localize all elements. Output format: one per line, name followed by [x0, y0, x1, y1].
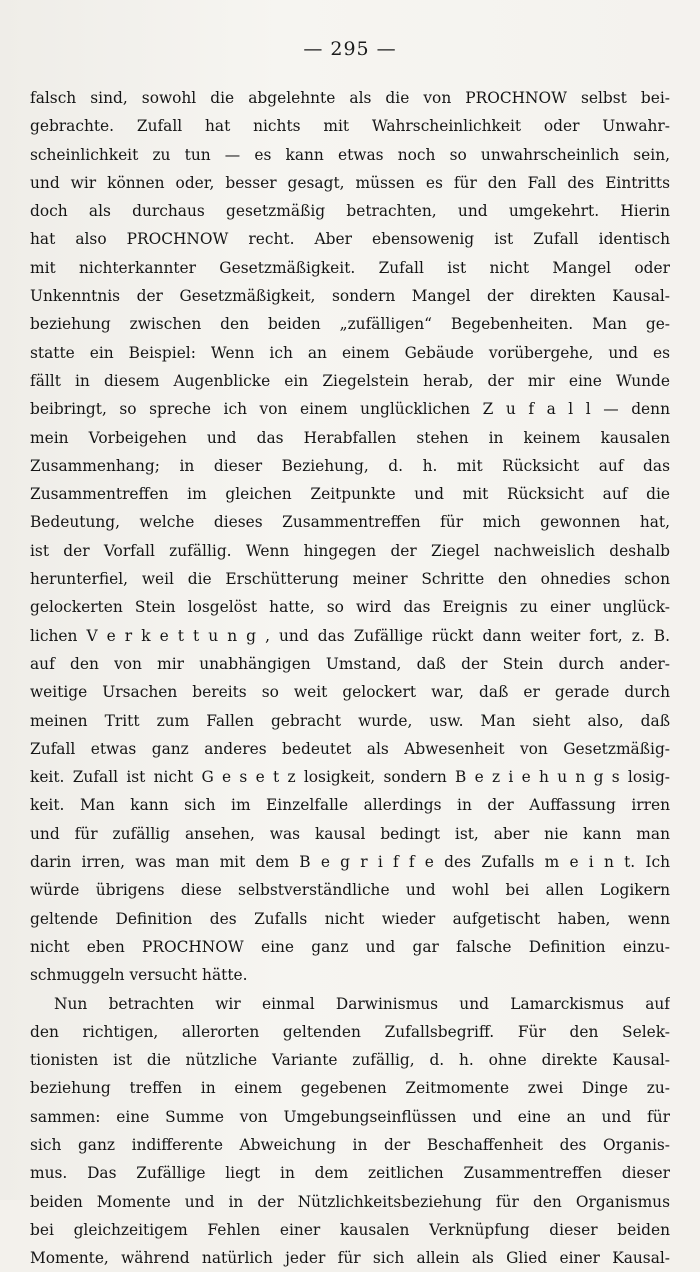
text-line: Zusammenhang; in dieser Beziehung, d. h. mit Rücksicht auf das — [30, 456, 670, 475]
text-line: fällt in diesem Augenblicke ein Ziegelstein herab, der mir eine Wunde — [30, 371, 670, 390]
text-line: darin irren, was man mit dem B e g r i f f e des Zufalls m e i n t. Ich — [30, 853, 670, 872]
text-line: beziehung treffen in einem gegebenen Zeitmomente zwei Dinge zu- — [30, 1079, 670, 1098]
text-line-paragraph-start: Nun betrachten wir einmal Darwinismus und Lamarckismus auf — [54, 994, 670, 1013]
text-line: Momente, während natürlich jeder für sich allein als Glied einer Kausal- — [30, 1249, 670, 1268]
text-line: keit. Man kann sich im Einzelfalle allerdings in der Auffassung irren — [30, 796, 670, 815]
text-line: sammen: eine Summe von Umgebungseinflüssen und eine an und für — [30, 1107, 670, 1126]
text-line: keit. Zufall ist nicht G e s e t z losigkeit, sondern B e z i e h u n g s losig- — [30, 768, 670, 787]
text-line: lichen V e r k e t t u n g , und das Zufällige rückt dann weiter fort, z. B. — [30, 626, 670, 645]
text-line: ist der Vorfall zufällig. Wenn hingegen der Ziegel nachweislich deshalb — [30, 541, 670, 560]
text-line: auf den von mir unabhängigen Umstand, daß der Stein durch ander- — [30, 654, 670, 673]
text-line-paragraph-end: schmuggeln versucht hätte. — [30, 966, 248, 985]
text-line: und wir können oder, besser gesagt, müssen es für den Fall des Eintritts — [30, 173, 670, 192]
text-line: meinen Tritt zum Fallen gebracht wurde, usw. Man sieht also, daß — [30, 711, 670, 730]
text-line: sich ganz indifferente Abweichung in der Beschaffenheit des Organis- — [30, 1135, 670, 1154]
text-line: bei gleichzeitigem Fehlen einer kausalen Verknüpfung dieser beiden — [30, 1220, 670, 1239]
text-line: nicht eben PROCHNOW eine ganz und gar falsche Definition einzu- — [30, 937, 670, 956]
text-line: würde übrigens diese selbstverständliche und wohl bei allen Logikern — [30, 881, 670, 900]
text-line: Bedeutung, welche dieses Zusammentreffen für mich gewonnen hat, — [30, 513, 670, 532]
page-number: — 295 — — [303, 38, 397, 60]
text-line: gebrachte. Zufall hat nichts mit Wahrscheinlichkeit oder Unwahr- — [30, 117, 670, 136]
text-line: herunterfiel, weil die Erschütterung meiner Schritte den ohnedies schon — [30, 570, 670, 589]
text-line: tionisten ist die nützliche Variante zufällig, d. h. ohne direkte Kausal- — [30, 1051, 670, 1070]
text-line: und für zufällig ansehen, was kausal bedingt ist, aber nie kann man — [30, 824, 670, 843]
text-line: beziehung zwischen den beiden „zufälligen“ Begebenheiten. Man ge- — [30, 315, 670, 334]
text-line: weitige Ursachen bereits so weit gelockert war, daß er gerade durch — [30, 683, 670, 702]
text-line: mit nichterkannter Gesetzmäßigkeit. Zufall ist nicht Mangel oder — [30, 258, 670, 277]
text-line: falsch sind, sowohl die abgelehnte als die von PROCHNOW selbst bei- — [30, 89, 670, 107]
text-line: Zusammentreffen im gleichen Zeitpunkte und mit Rücksicht auf die — [30, 485, 670, 504]
text-line: statte ein Beispiel: Wenn ich an einem Gebäude vorübergehe, und es — [30, 343, 670, 362]
text-line: scheinlichkeit zu tun — es kann etwas noch so unwahrscheinlich sein, — [30, 145, 670, 164]
text-line: gelockerten Stein losgelöst hatte, so wird das Ereignis zu einer unglück- — [30, 598, 670, 617]
text-line: den richtigen, allerorten geltenden Zufallsbegriff. Für den Selek- — [30, 1022, 670, 1041]
text-line: beibringt, so spreche ich von einem unglücklichen Z u f a l l — denn — [30, 400, 670, 419]
text-line: mus. Das Zufällige liegt in dem zeitlichen Zusammentreffen dieser — [30, 1164, 670, 1183]
body-text — [30, 84, 670, 1272]
text-line: Unkenntnis der Gesetzmäßigkeit, sondern Mangel der direkten Kausal- — [30, 287, 670, 306]
text-line: mein Vorbeigehen und das Herabfallen stehen in keinem kausalen — [30, 428, 670, 447]
text-line: Zufall etwas ganz anderes bedeutet als Abwesenheit von Gesetzmäßig- — [30, 739, 670, 758]
text-line: geltende Definition des Zufalls nicht wieder aufgetischt haben, wenn — [30, 909, 670, 928]
text-line: beiden Momente und in der Nützlichkeitsbeziehung für den Organismus — [30, 1192, 670, 1211]
text-line: doch als durchaus gesetzmäßig betrachten, und umgekehrt. Hierin — [30, 202, 670, 221]
text-line: hat also PROCHNOW recht. Aber ebensowenig ist Zufall identisch — [30, 230, 670, 249]
